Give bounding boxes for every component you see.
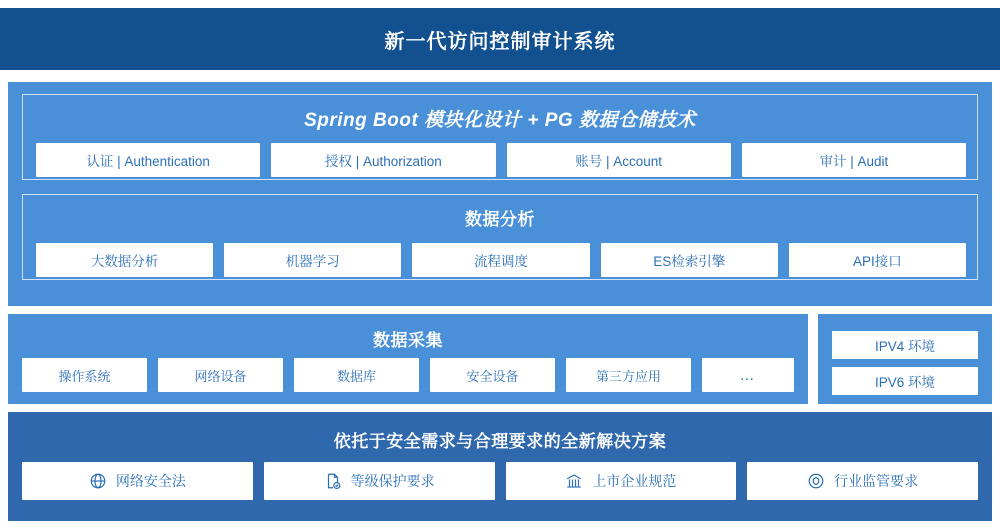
compliance-cybersecurity-law[interactable] xyxy=(22,462,253,500)
compliance-layer xyxy=(8,412,992,521)
data-collection-layer xyxy=(8,314,808,404)
compliance-layer-heading: 依托于安全需求与合理要求的全新解决方案 xyxy=(333,432,667,451)
source-network-device[interactable]: 网络设备 xyxy=(158,358,283,392)
module-audit[interactable]: 审计 | Audit xyxy=(742,143,966,177)
application-layer xyxy=(8,82,992,306)
system-title-bar xyxy=(0,8,1000,70)
module-machine-learning[interactable]: 机器学习 xyxy=(224,243,401,277)
module-authentication[interactable]: 认证 | Authentication xyxy=(36,143,260,177)
source-more[interactable]: … xyxy=(702,358,794,392)
compliance-label: 等级保护要求 xyxy=(350,473,435,489)
analytics-layer-heading: 数据分析 xyxy=(465,210,535,229)
environment-ipv4[interactable]: IPV4 环境 xyxy=(832,331,978,359)
module-es-search-engine[interactable]: ES检索引擎 xyxy=(601,243,778,277)
compliance-classified-protection[interactable] xyxy=(264,462,495,500)
network-environment-layer xyxy=(818,314,992,404)
globe-icon xyxy=(89,472,107,490)
compliance-industry-regulation[interactable] xyxy=(747,462,978,500)
page-title: 新一代访问控制审计系统 xyxy=(384,30,616,53)
compliance-item-row xyxy=(22,462,978,500)
source-operating-system[interactable]: 操作系统 xyxy=(22,358,147,392)
compliance-label: 行业监管要求 xyxy=(834,473,919,489)
bank-icon xyxy=(565,472,583,490)
source-third-party-app[interactable]: 第三方应用 xyxy=(566,358,691,392)
source-security-device[interactable]: 安全设备 xyxy=(430,358,555,392)
compliance-label: 上市企业规范 xyxy=(592,473,677,489)
source-database[interactable]: 数据库 xyxy=(294,358,419,392)
collection-source-row xyxy=(22,358,794,392)
compliance-label: 网络安全法 xyxy=(115,473,186,489)
analytics-module-row xyxy=(36,243,966,277)
collection-layer-heading: 数据采集 xyxy=(373,331,443,350)
application-layer-heading: Spring Boot 模块化设计 + PG 数据仓储技术 xyxy=(304,110,696,131)
application-module-row xyxy=(36,143,966,177)
module-big-data-analysis[interactable]: 大数据分析 xyxy=(36,243,213,277)
environment-ipv6[interactable]: IPV6 环境 xyxy=(832,367,978,395)
module-process-scheduling[interactable]: 流程调度 xyxy=(412,243,589,277)
module-api-interface[interactable]: API接口 xyxy=(789,243,966,277)
application-module-group xyxy=(22,94,978,180)
shield-check-icon xyxy=(807,472,825,490)
module-account[interactable]: 账号 | Account xyxy=(507,143,731,177)
document-check-icon xyxy=(324,472,342,490)
compliance-listed-company-standard[interactable] xyxy=(506,462,737,500)
module-authorization[interactable]: 授权 | Authorization xyxy=(271,143,495,177)
analytics-module-group xyxy=(22,194,978,280)
